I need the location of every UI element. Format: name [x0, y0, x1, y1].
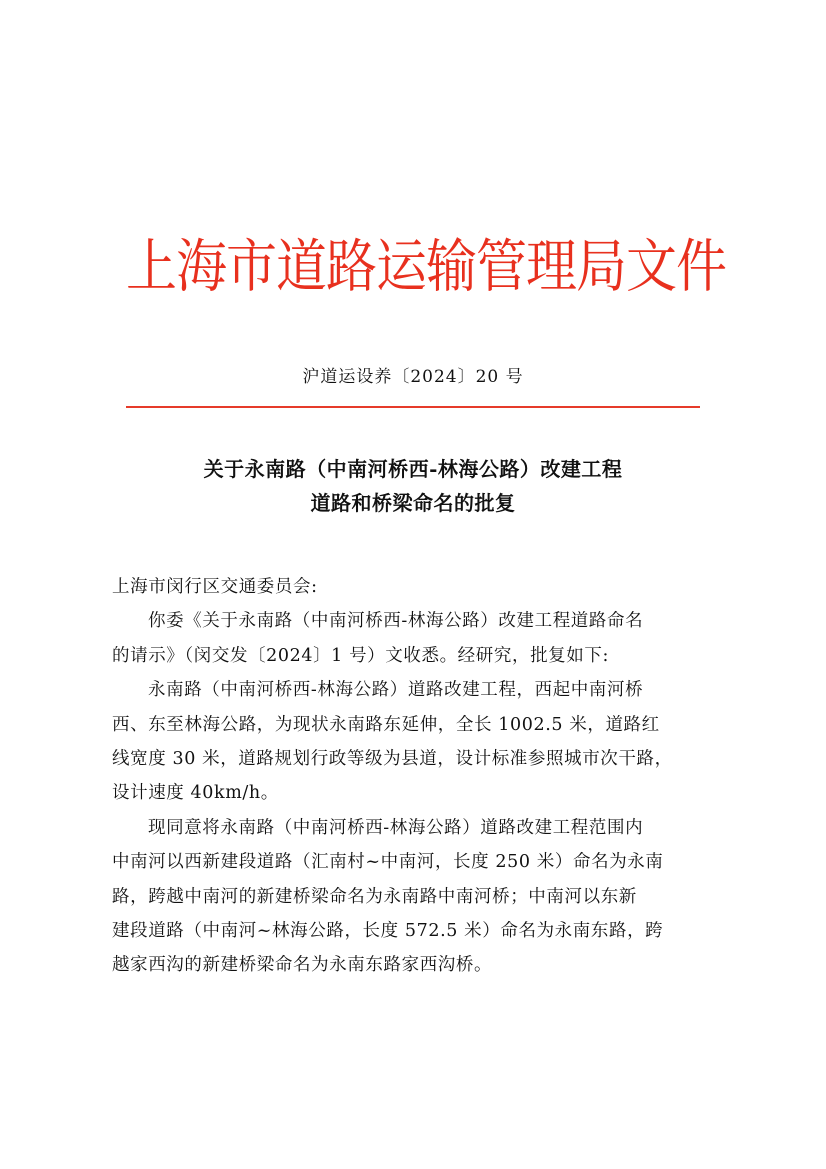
paragraph-3-line: 建段道路（中南河~林海公路，长度 572.5 米）命名为永南东路，跨 [112, 920, 664, 941]
masthead-title: 上海市道路运输管理局文件 [126, 234, 727, 301]
paragraph-2-line: 设计速度 40km/h。 [112, 783, 279, 804]
paragraph-3-line: 越家西沟的新建桥梁命名为永南东路家西沟桥。 [112, 955, 493, 976]
paragraph-1-line: 的请示》（闵交发〔2024〕1 号）文收悉。经研究，批复如下: [112, 645, 609, 666]
document-title-line-2: 道路和桥梁命名的批复 [310, 491, 516, 515]
paragraph-2-line: 永南路（中南河桥西-林海公路）道路改建工程，西起中南河桥 [148, 680, 644, 701]
paragraph-2-line: 西、东至林海公路，为现状永南路东延伸，全长 1002.5 米，道路红 [112, 714, 660, 735]
paragraph-3-line: 路，跨越中南河的新建桥梁命名为永南路中南河桥；中南河以东新 [112, 886, 637, 907]
document-number: 沪道运设养〔2024〕20 号 [302, 367, 524, 387]
document-body [112, 570, 720, 983]
addressee: 上海市闵行区交通委员会: [112, 577, 318, 597]
paragraph-1-line: 你委《关于永南路（中南河桥西-林海公路）改建工程道路命名 [148, 611, 644, 632]
document-title-line-1: 关于永南路（中南河桥西-林海公路）改建工程 [203, 457, 623, 481]
paragraph-3-line: 中南河以西新建段道路（汇南村~中南河，长度 250 米）命名为永南 [112, 852, 664, 873]
paragraph-3-line: 现同意将永南路（中南河桥西-林海公路）道路改建工程范围内 [148, 817, 644, 838]
paragraph-2-line: 线宽度 30 米，道路规划行政等级为县道，设计标准参照城市次干路， [112, 748, 673, 769]
red-divider-line [126, 406, 700, 408]
document-title [100, 452, 726, 520]
